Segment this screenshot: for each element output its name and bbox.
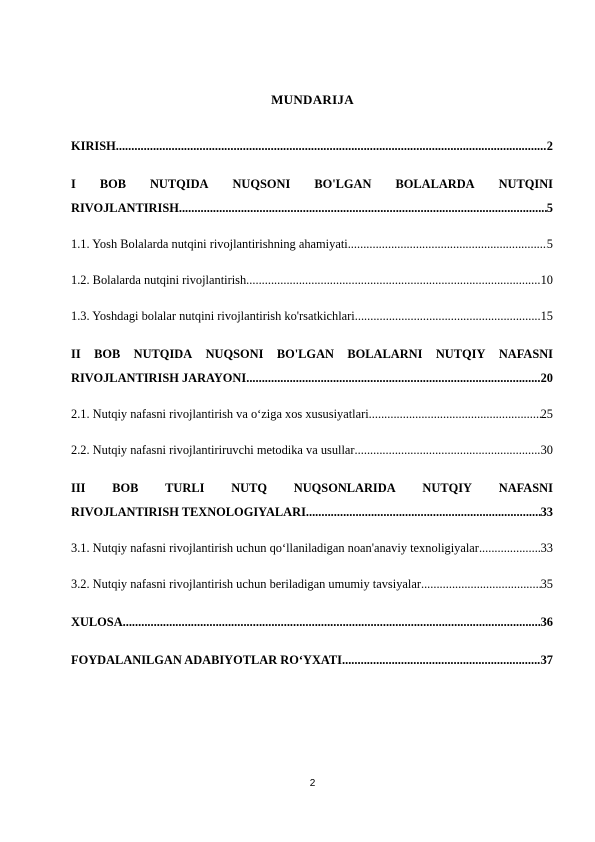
toc-entry-page: 20 <box>540 371 553 385</box>
toc-entry-title: RIVOJLANTIRISH TEXNOLOGIYALARI <box>71 505 306 519</box>
toc-dot-leader <box>342 652 541 668</box>
toc-entry[interactable] <box>71 480 553 520</box>
toc-entry-page: 5 <box>546 237 553 251</box>
toc-entry-title: 2.2. Nutqiy nafasni rivojlantiriruvchi metodika va usullar <box>71 443 355 457</box>
toc-entry-title: 3.1. Nutqiy nafasni rivojlantirish uchun qo‘llaniladigan noan'anaviy texnoligiyalar <box>71 541 479 555</box>
toc-entry-row <box>71 576 553 592</box>
toc-entry-row <box>71 442 553 458</box>
toc-entry-page: 30 <box>540 443 553 457</box>
toc-heading-word: NUTQINI <box>498 177 553 191</box>
toc-entry-title: 1.2. Bolalarda nutqini rivojlantirish <box>71 273 247 287</box>
toc-entry-row <box>71 308 553 324</box>
toc-heading-word: BO'LGAN <box>276 347 334 361</box>
table-of-contents <box>71 118 553 668</box>
toc-dot-leader <box>355 308 541 324</box>
toc-entry-page: 33 <box>540 505 553 519</box>
toc-entry-page: 5 <box>546 201 553 215</box>
toc-heading-word: NUQSONLARIDA <box>293 481 396 495</box>
toc-entry-heading-line <box>71 480 553 496</box>
toc-heading-word: NUTQIDA <box>149 177 209 191</box>
toc-entry[interactable] <box>71 346 553 386</box>
toc-heading-word: TURLI <box>165 481 205 495</box>
toc-heading-word: BO'LGAN <box>314 177 372 191</box>
toc-heading-word: II <box>71 347 81 361</box>
toc-dot-leader <box>369 406 541 422</box>
toc-entry[interactable] <box>71 442 553 458</box>
toc-entry[interactable] <box>71 540 553 556</box>
toc-entry-page: 36 <box>540 615 553 629</box>
toc-dot-leader <box>306 504 541 520</box>
toc-entry-row <box>71 138 553 154</box>
toc-dot-leader <box>348 236 547 252</box>
toc-heading-word: BOLALARNI <box>347 347 423 361</box>
toc-entry-page: 15 <box>540 309 553 323</box>
toc-heading-word: NUTQ <box>231 481 267 495</box>
toc-entry[interactable] <box>71 406 553 422</box>
toc-heading-word: NAFASNI <box>498 481 553 495</box>
toc-dot-leader <box>421 576 541 592</box>
toc-dot-leader <box>246 370 540 386</box>
toc-dot-leader <box>123 614 541 630</box>
toc-dot-leader <box>246 272 540 288</box>
toc-entry[interactable] <box>71 236 553 252</box>
toc-entry[interactable] <box>71 576 553 592</box>
toc-heading-word: BOB <box>94 347 121 361</box>
toc-entry-page: 37 <box>540 653 553 667</box>
toc-entry-row <box>71 614 553 630</box>
toc-heading-word: NUTQIDA <box>133 347 193 361</box>
toc-entry[interactable] <box>71 614 553 630</box>
toc-entry-title: 1.3. Yoshdagi bolalar nutqini rivojlantirish ko'rsatkichlari <box>71 309 355 323</box>
toc-dot-leader <box>116 138 547 154</box>
toc-entry-page: 25 <box>540 407 553 421</box>
toc-entry-heading-line <box>71 176 553 192</box>
toc-heading-word: NAFASNI <box>498 347 553 361</box>
toc-entry[interactable] <box>71 272 553 288</box>
toc-entry-row <box>71 406 553 422</box>
toc-heading-word: NUQSONI <box>205 347 264 361</box>
toc-entry-row <box>71 200 553 216</box>
toc-entry-title: 2.1. Nutqiy nafasni rivojlantirish va o‘ziga xos xususiyatlari <box>71 407 369 421</box>
toc-heading-word: NUTQIY <box>422 481 472 495</box>
toc-entry-row <box>71 652 553 668</box>
toc-heading-word: BOB <box>99 177 126 191</box>
toc-entry-page: 33 <box>540 541 553 555</box>
toc-entry-row <box>71 370 553 386</box>
toc-heading-word: BOLALARDA <box>395 177 475 191</box>
toc-heading-word: III <box>71 481 86 495</box>
toc-entry-title: KIRISH <box>71 139 116 153</box>
toc-heading-word: NUQSONI <box>232 177 291 191</box>
toc-entry-title: 1.1. Yosh Bolalarda nutqini rivojlantirishning ahamiyati <box>71 237 348 251</box>
toc-entry-page: 2 <box>546 139 553 153</box>
toc-entry-row <box>71 540 553 556</box>
toc-title: MUNDARIJA <box>271 92 354 107</box>
toc-entry[interactable] <box>71 176 553 216</box>
page-number: 2 <box>309 778 316 789</box>
toc-entry-title: RIVOJLANTIRISH <box>71 201 179 215</box>
toc-heading-word: I <box>71 177 76 191</box>
toc-heading-word: NUTQIY <box>435 347 486 361</box>
toc-entry-title: FOYDALANILGAN ADABIYOTLAR RO‘YXATI <box>71 653 343 667</box>
toc-entry-title: 3.2. Nutqiy nafasni rivojlantirish uchun beriladigan umumiy tavsiyalar <box>71 577 421 591</box>
toc-entry-row <box>71 504 553 520</box>
toc-entry-title: RIVOJLANTIRISH JARAYONI <box>71 371 247 385</box>
toc-entry-page: 10 <box>540 273 553 287</box>
toc-entry-page: 35 <box>540 577 553 591</box>
toc-entry-row <box>71 236 553 252</box>
toc-entry-title: XULOSA <box>71 615 123 629</box>
toc-entry-row <box>71 272 553 288</box>
toc-entry[interactable] <box>71 652 553 668</box>
toc-entry-heading-line <box>71 346 553 362</box>
toc-heading-word: BOB <box>112 481 139 495</box>
toc-dot-leader <box>479 540 541 556</box>
toc-entry[interactable] <box>71 308 553 324</box>
toc-dot-leader <box>179 200 547 216</box>
toc-entry[interactable] <box>71 138 553 154</box>
toc-dot-leader <box>355 442 541 458</box>
